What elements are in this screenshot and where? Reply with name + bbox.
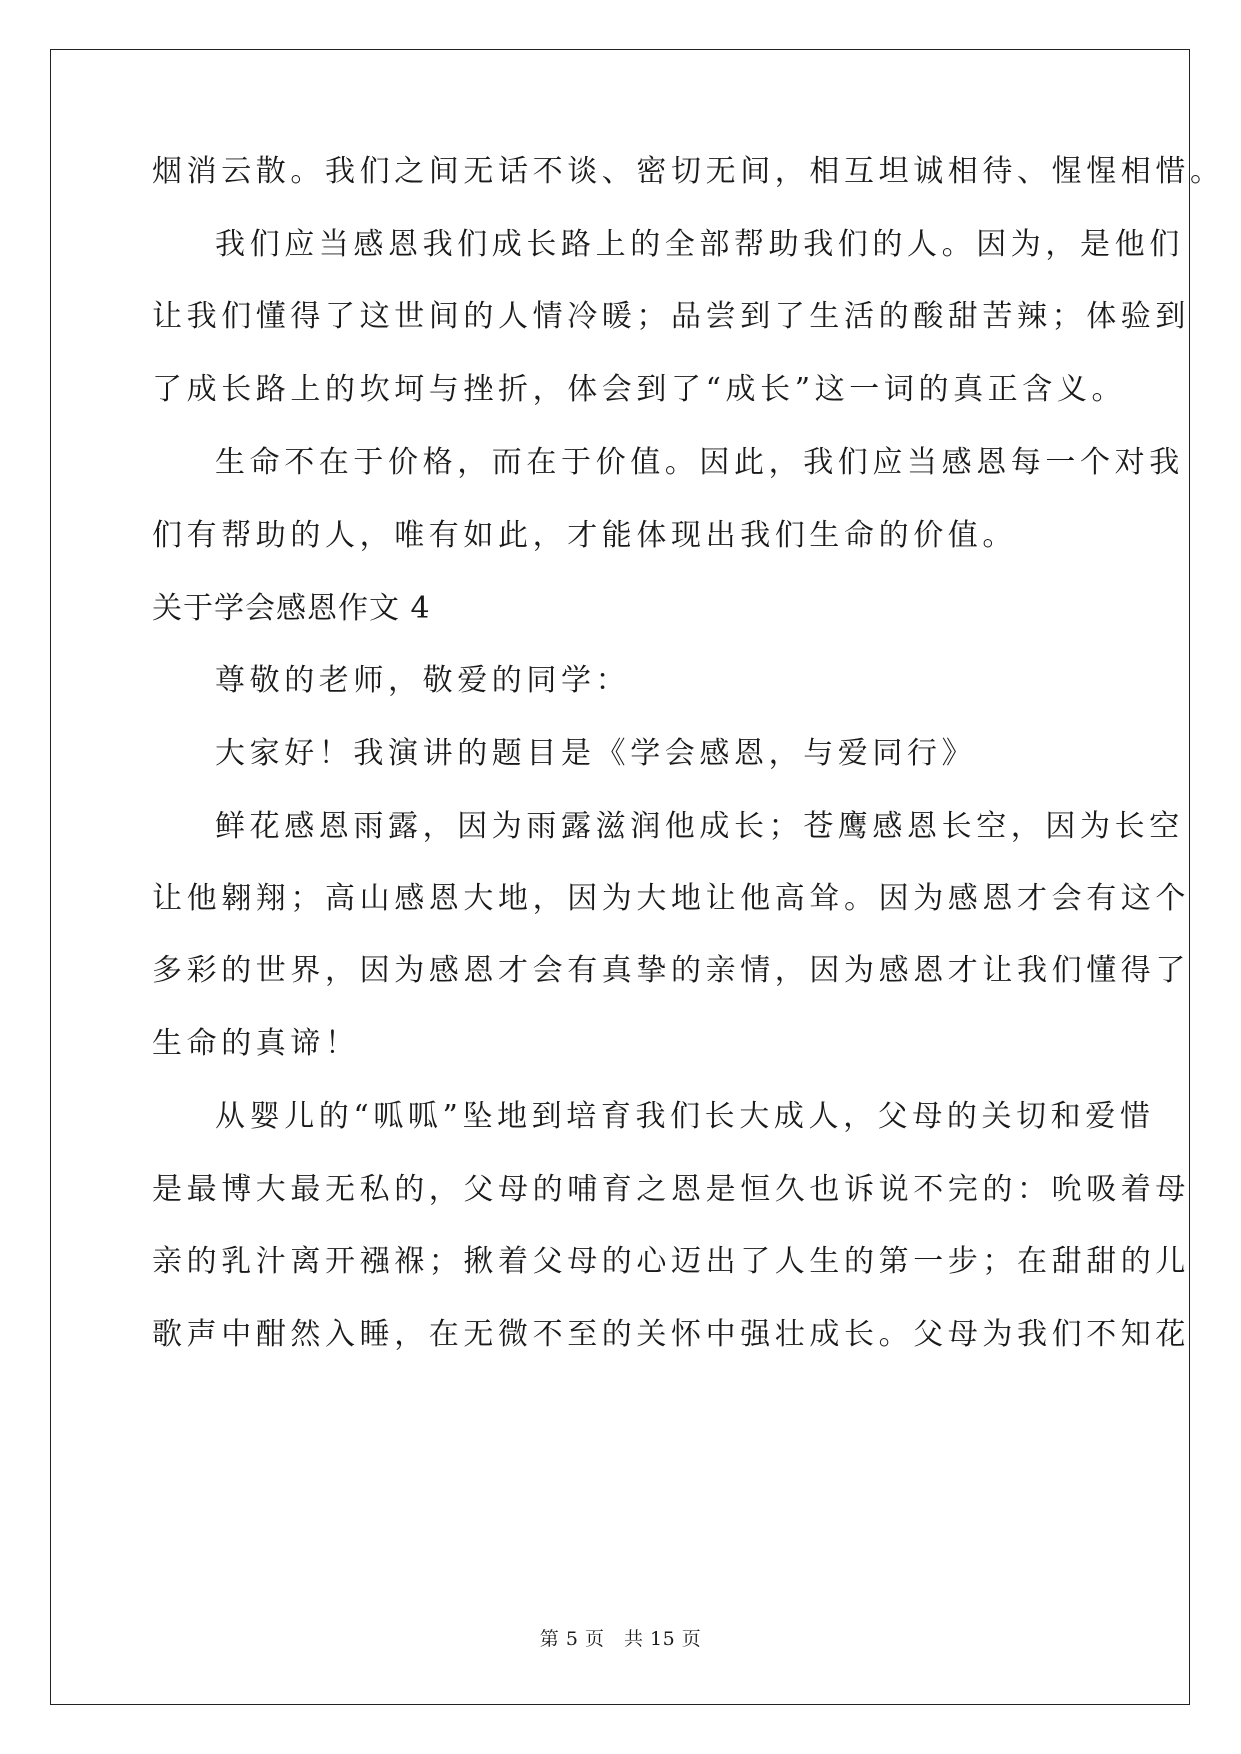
paragraph-line: 大家好！我演讲的题目是《学会感恩，与爱同行》	[215, 736, 977, 771]
section-heading: 关于学会感恩作文 4	[152, 591, 431, 626]
paragraph-line: 歌声中酣然入睡，在无微不至的关怀中强壮成长。父母为我们不知花	[152, 1317, 1190, 1352]
paragraph-line: 从婴儿的“呱呱”坠地到培育我们长大成人，父母的关切和爱惜	[215, 1099, 1155, 1134]
greeting-line: 尊敬的老师，敬爱的同学：	[215, 663, 631, 698]
paragraph-line: 了成长路上的坎坷与挫折，体会到了“成长”这一词的真正含义。	[152, 372, 1127, 407]
paragraph-line: 鲜花感恩雨露，因为雨露滋润他成长；苍鹰感恩长空，因为长空	[215, 809, 1184, 844]
page-number-footer: 第 5 页 共 15 页	[539, 1628, 702, 1650]
paragraph-line: 们有帮助的人，唯有如此，才能体现出我们生命的价值。	[152, 518, 1017, 553]
paragraph-line: 生命不在于价格，而在于价值。因此，我们应当感恩每一个对我	[215, 445, 1184, 480]
paragraph-line: 我们应当感恩我们成长路上的全部帮助我们的人。因为，是他们	[215, 227, 1184, 262]
paragraph-line: 多彩的世界，因为感恩才会有真挚的亲情，因为感恩才让我们懂得了	[152, 953, 1190, 988]
paragraph-line: 让我们懂得了这世间的人情冷暖；品尝到了生活的酸甜苦辣；体验到	[152, 299, 1190, 334]
paragraph-line: 是最博大最无私的，父母的哺育之恩是恒久也诉说不完的：吮吸着母	[152, 1172, 1190, 1207]
paragraph-line: 亲的乳汁离开襁褓；揪着父母的心迈出了人生的第一步；在甜甜的儿	[152, 1244, 1190, 1279]
paragraph-line: 让他翱翔；高山感恩大地，因为大地让他高耸。因为感恩才会有这个	[152, 881, 1190, 916]
paragraph-line: 烟消云散。我们之间无话不谈、密切无间，相互坦诚相待、惺惺相惜。	[152, 154, 1225, 189]
paragraph-line: 生命的真谛！	[152, 1026, 360, 1061]
